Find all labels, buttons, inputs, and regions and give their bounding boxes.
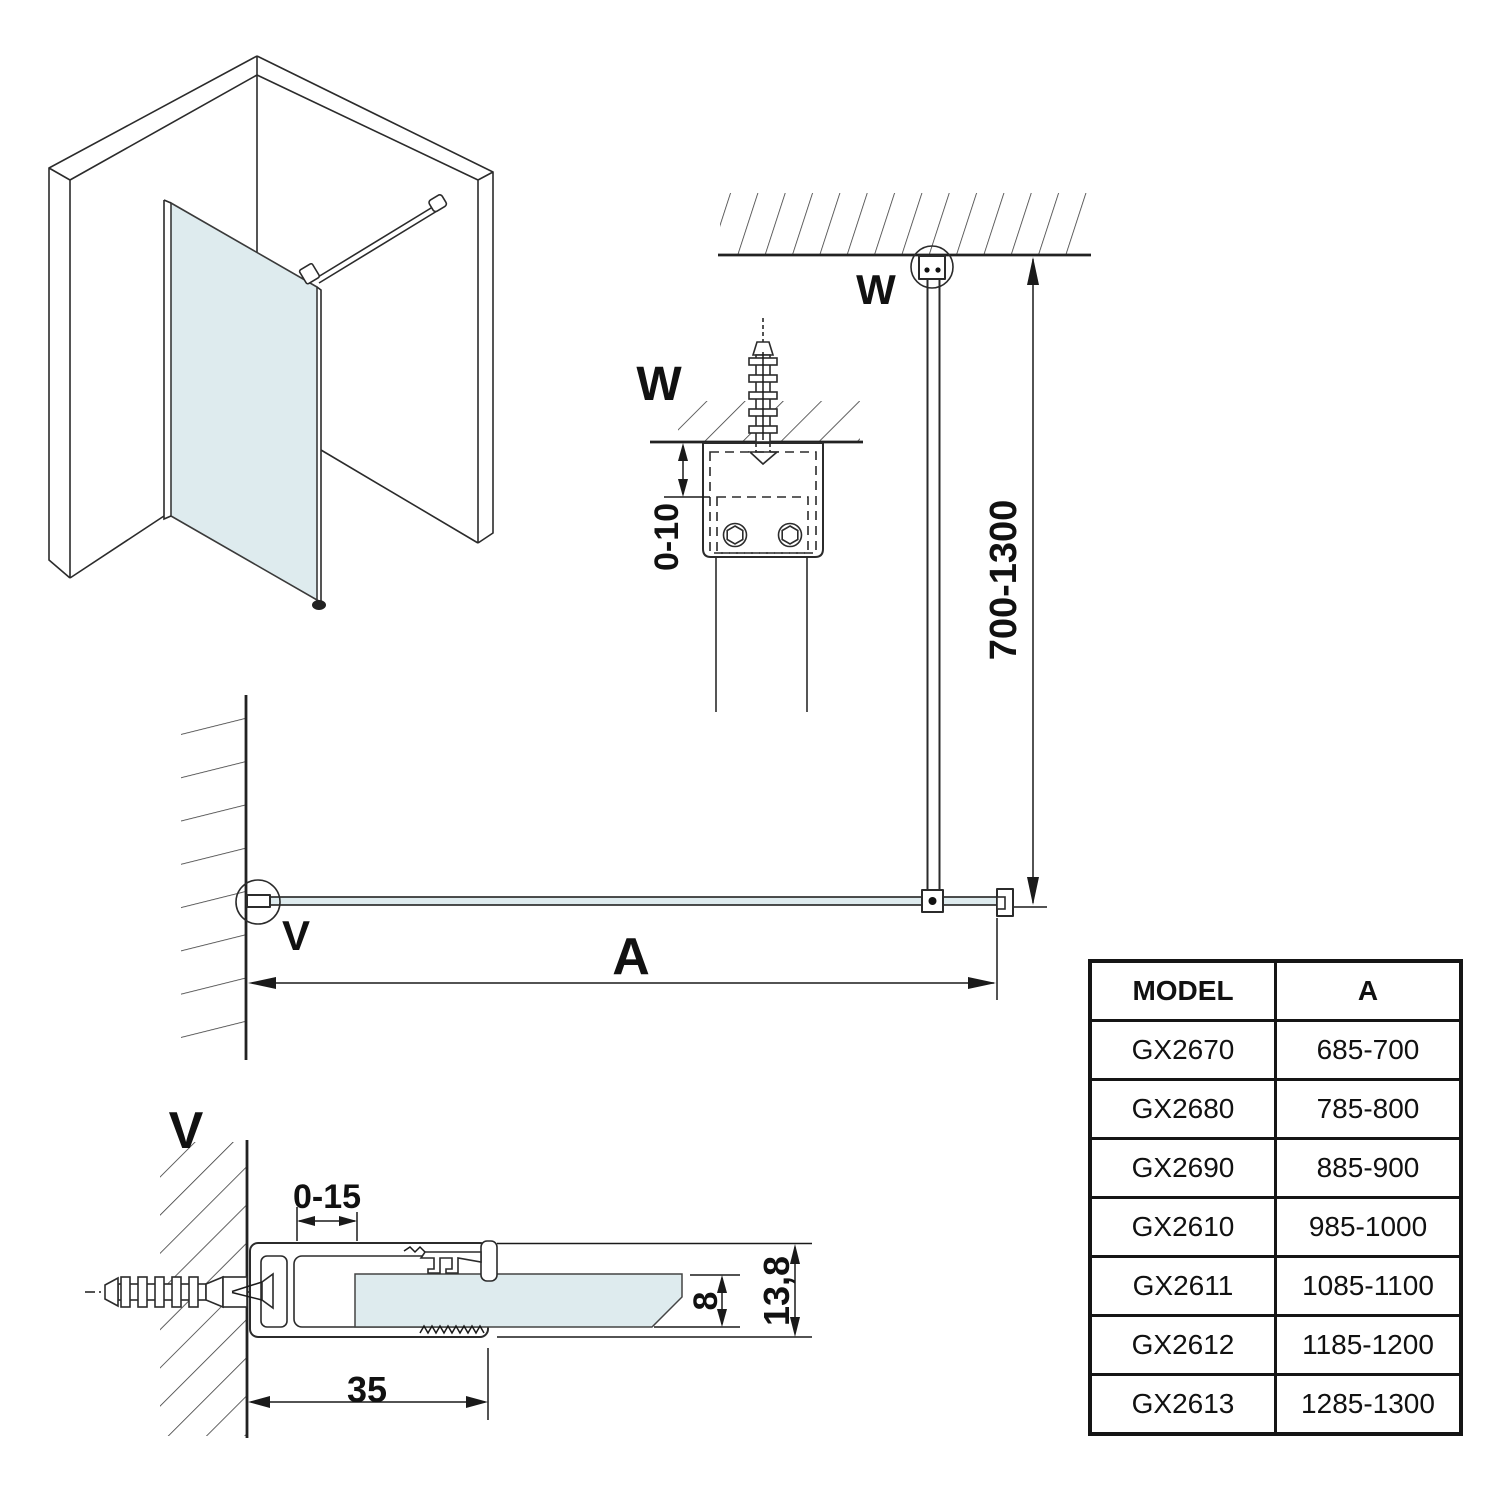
wall-profile-plan — [247, 895, 270, 907]
table-row — [1090, 1139, 1461, 1198]
dim-label-glass-thickness: 8 — [687, 1291, 725, 1311]
glass-face — [171, 203, 317, 600]
bar-wall-cap — [428, 194, 448, 213]
range-cell: 1085-1100 — [1276, 1257, 1462, 1316]
model-cell: GX2690 — [1090, 1139, 1276, 1198]
range-cell: 685-700 — [1276, 1021, 1462, 1080]
hex-bolt — [724, 524, 747, 547]
model-cell: GX2612 — [1090, 1316, 1276, 1375]
dim-bar-height — [1027, 257, 1039, 905]
glass-strip-plan — [262, 897, 999, 905]
dim-label-a: A — [612, 928, 650, 986]
dim-label-glass-inset: 0-15 — [292, 1178, 362, 1216]
range-cell: 1185-1200 — [1276, 1316, 1462, 1375]
ceiling-section — [718, 193, 1091, 905]
dim-label-profile-depth: 35 — [346, 1369, 388, 1410]
ceiling-hatch — [720, 193, 1089, 255]
model-cell: GX2610 — [1090, 1198, 1276, 1257]
range-cell: 785-800 — [1276, 1080, 1462, 1139]
detail-marker-v-plan: V — [281, 912, 311, 959]
model-cell: GX2670 — [1090, 1021, 1276, 1080]
support-bar-iso — [299, 194, 448, 285]
glass-panel-iso — [171, 203, 321, 602]
range-cell: 885-900 — [1276, 1139, 1462, 1198]
model-cell: GX2611 — [1090, 1257, 1276, 1316]
model-cell: GX2680 — [1090, 1080, 1276, 1139]
hex-bolt — [779, 524, 802, 547]
detail-title-v: V — [168, 1102, 204, 1160]
detail-marker-w-plan: W — [856, 266, 896, 313]
glass-foot — [312, 600, 326, 610]
table-row — [1090, 1375, 1461, 1435]
wall-profile-iso — [164, 200, 171, 519]
isometric-view — [49, 56, 493, 610]
model-table — [1088, 959, 1463, 1436]
table-row — [1090, 1198, 1461, 1257]
glass-section — [355, 1274, 682, 1327]
dim-label-bracket-inset: 0-10 — [648, 502, 686, 572]
detail-v — [85, 1140, 812, 1438]
table-row — [1090, 1316, 1461, 1375]
table-row — [1090, 1021, 1461, 1080]
col-header-model: MODEL — [1090, 961, 1276, 1021]
table-row — [1090, 1257, 1461, 1316]
wall-plug-v — [85, 1277, 258, 1307]
glass-end-cap — [997, 889, 1047, 916]
dim-label-bar-height: 700-1300 — [983, 499, 1025, 661]
plan-view — [181, 695, 1047, 1060]
model-table-container — [1088, 959, 1463, 1436]
col-header-a: A — [1276, 961, 1462, 1021]
detail-title-w: W — [636, 358, 682, 411]
dim-label-profile-height: 13,8 — [756, 1255, 797, 1327]
screw-head-w — [750, 443, 777, 464]
table-header-row — [1090, 961, 1461, 1021]
ceiling-bracket — [919, 256, 945, 279]
model-cell: GX2613 — [1090, 1375, 1276, 1435]
range-cell: 1285-1300 — [1276, 1375, 1462, 1435]
range-cell: 985-1000 — [1276, 1198, 1462, 1257]
table-row — [1090, 1080, 1461, 1139]
bracket-inner-dashed — [710, 452, 816, 553]
wall-hatch-plan — [181, 697, 246, 1058]
